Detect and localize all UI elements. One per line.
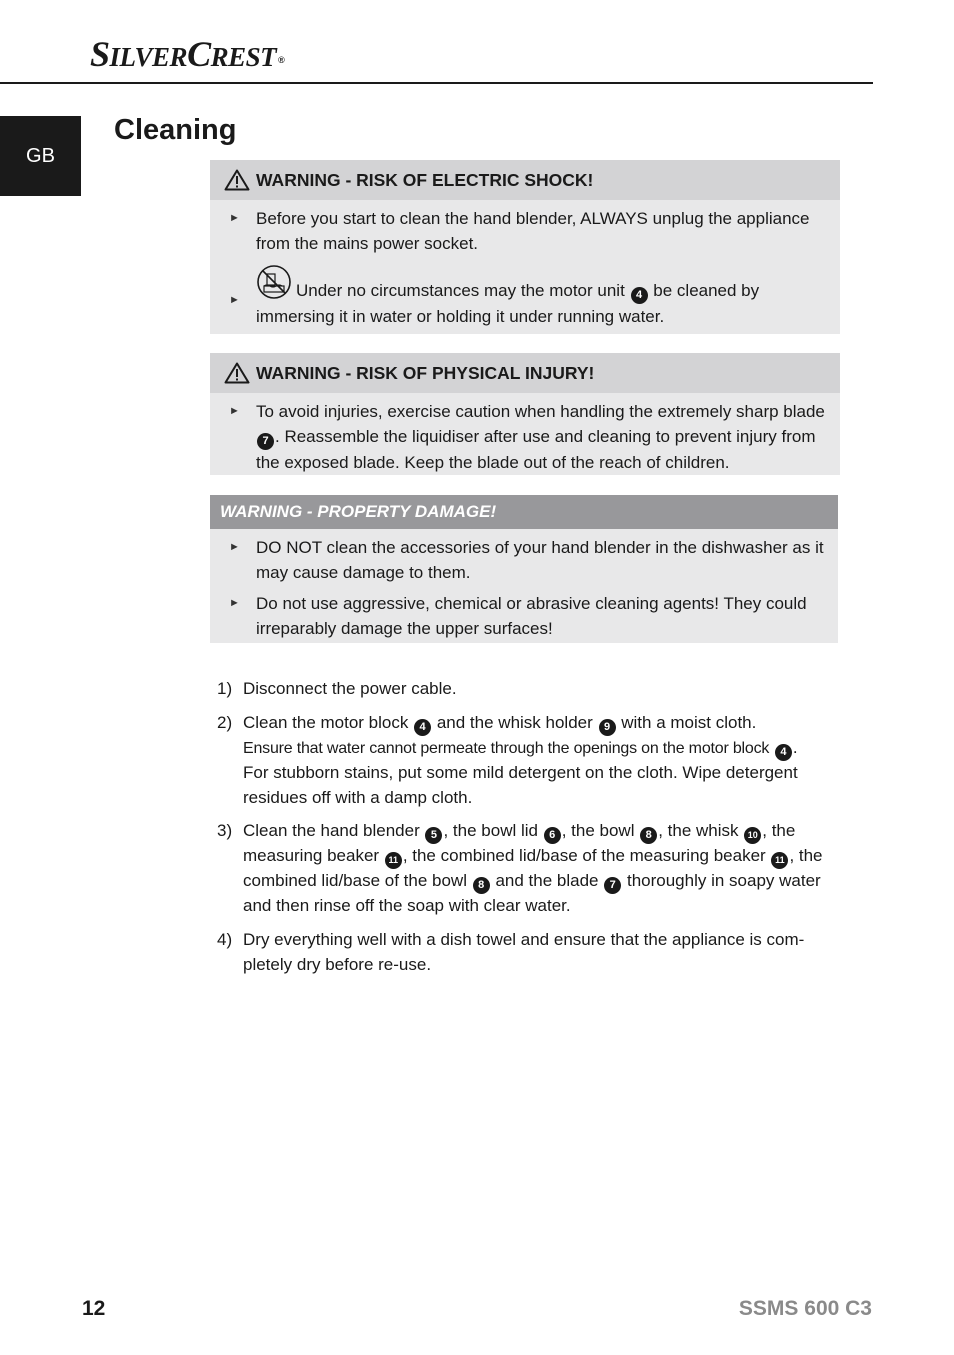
no-immersion-icon [256,264,292,300]
bullet-arrow-icon: ► [229,294,240,306]
list-item: ► To avoid injuries, exercise caution when handling the extremely sharp blade 7 . Reassemble the liquidiser after use and cleaning to prevent injury from the exposed blade. Keep the blade out of the reach of children. [220,399,830,475]
warning-property-damage-title: WARNING - PROPERTY DAMAGE! [220,502,497,521]
brand-logo: SILVERCREST ® [90,34,285,74]
part-number-badge: 4 [775,744,792,761]
part-number-badge: 8 [640,827,657,844]
part-number-badge: 8 [473,877,490,894]
part-number-badge: 7 [257,433,274,450]
warning-triangle-icon [224,169,250,191]
list-item: ► DO NOT clean the accessories of your hand blender in the dishwasher as it may cause damage to them. [220,535,828,585]
model-number: SSMS 600 C3 [738,1297,872,1320]
part-number-badge: 10 [744,827,761,844]
step-1: 1) Disconnect the power cable. [217,679,457,698]
warning-property-damage-box [210,495,838,643]
page-number: 12 [82,1297,106,1320]
part-number-badge: 11 [385,852,402,869]
warning-property-damage-header [210,495,838,529]
step-4: 4) Dry everything well with a dish towel and ensure that the appliance is com-pletely dry before re-use. [217,929,805,974]
warning-electric-shock-box [210,160,840,334]
bullet-arrow-icon: ► [229,212,240,224]
warning-physical-injury-header [210,353,840,393]
part-number-badge: 4 [414,719,431,736]
step-2: 2) Clean the motor block 4 and the whisk holder 9 with a moist cloth. Ensure that water cannot permeate through the openings on the motor block 4 . For stubborn stains, put some mild detergent on the cloth. Wipe detergent residues off with a damp cloth. [217,712,798,807]
warning-triangle-icon [224,362,250,384]
cleaning-steps-list [217,677,842,986]
warning-electric-shock-header [210,160,840,200]
warning-electric-shock-title: WARNING - RISK OF ELECTRIC SHOCK! [256,169,594,190]
page-title: Cleaning [114,114,237,146]
bullet-arrow-icon: ► [229,541,240,553]
part-number-badge: 9 [599,719,616,736]
language-tab: GB [0,116,81,196]
warning-physical-injury-title: WARNING - RISK OF PHYSICAL INJURY! [256,362,595,383]
list-item: ► Under no circumstances may the motor unit 4 be cleaned by immersing it in water or holding it under running water. [220,264,830,329]
part-number-badge: 11 [771,852,788,869]
step-3: 3) Clean the hand blender 5 , the bowl lid 6 , the bowl 8 , the whisk 10 , the measuring beaker 11 , the combined lid/base of the measuring beaker 11 , the combined lid/base of the bowl 8 and the blade 7 thoroughly in soapy water and then rinse off the soap with clear water. [217,821,823,916]
bullet-arrow-icon: ► [229,405,240,417]
warning-physical-injury-box [210,353,840,475]
bullet-arrow-icon: ► [229,597,240,609]
part-number-badge: 6 [544,827,561,844]
part-number-badge: 5 [425,827,442,844]
header-rule [0,82,873,84]
list-item: ► Do not use aggressive, chemical or abrasive cleaning agents! They could irreparably damage the upper surfaces! [220,591,828,641]
list-item: ► Before you start to clean the hand blender, ALWAYS unplug the appliance from the mains power socket. [220,206,830,256]
part-number-badge: 4 [631,287,648,304]
part-number-badge: 7 [604,877,621,894]
